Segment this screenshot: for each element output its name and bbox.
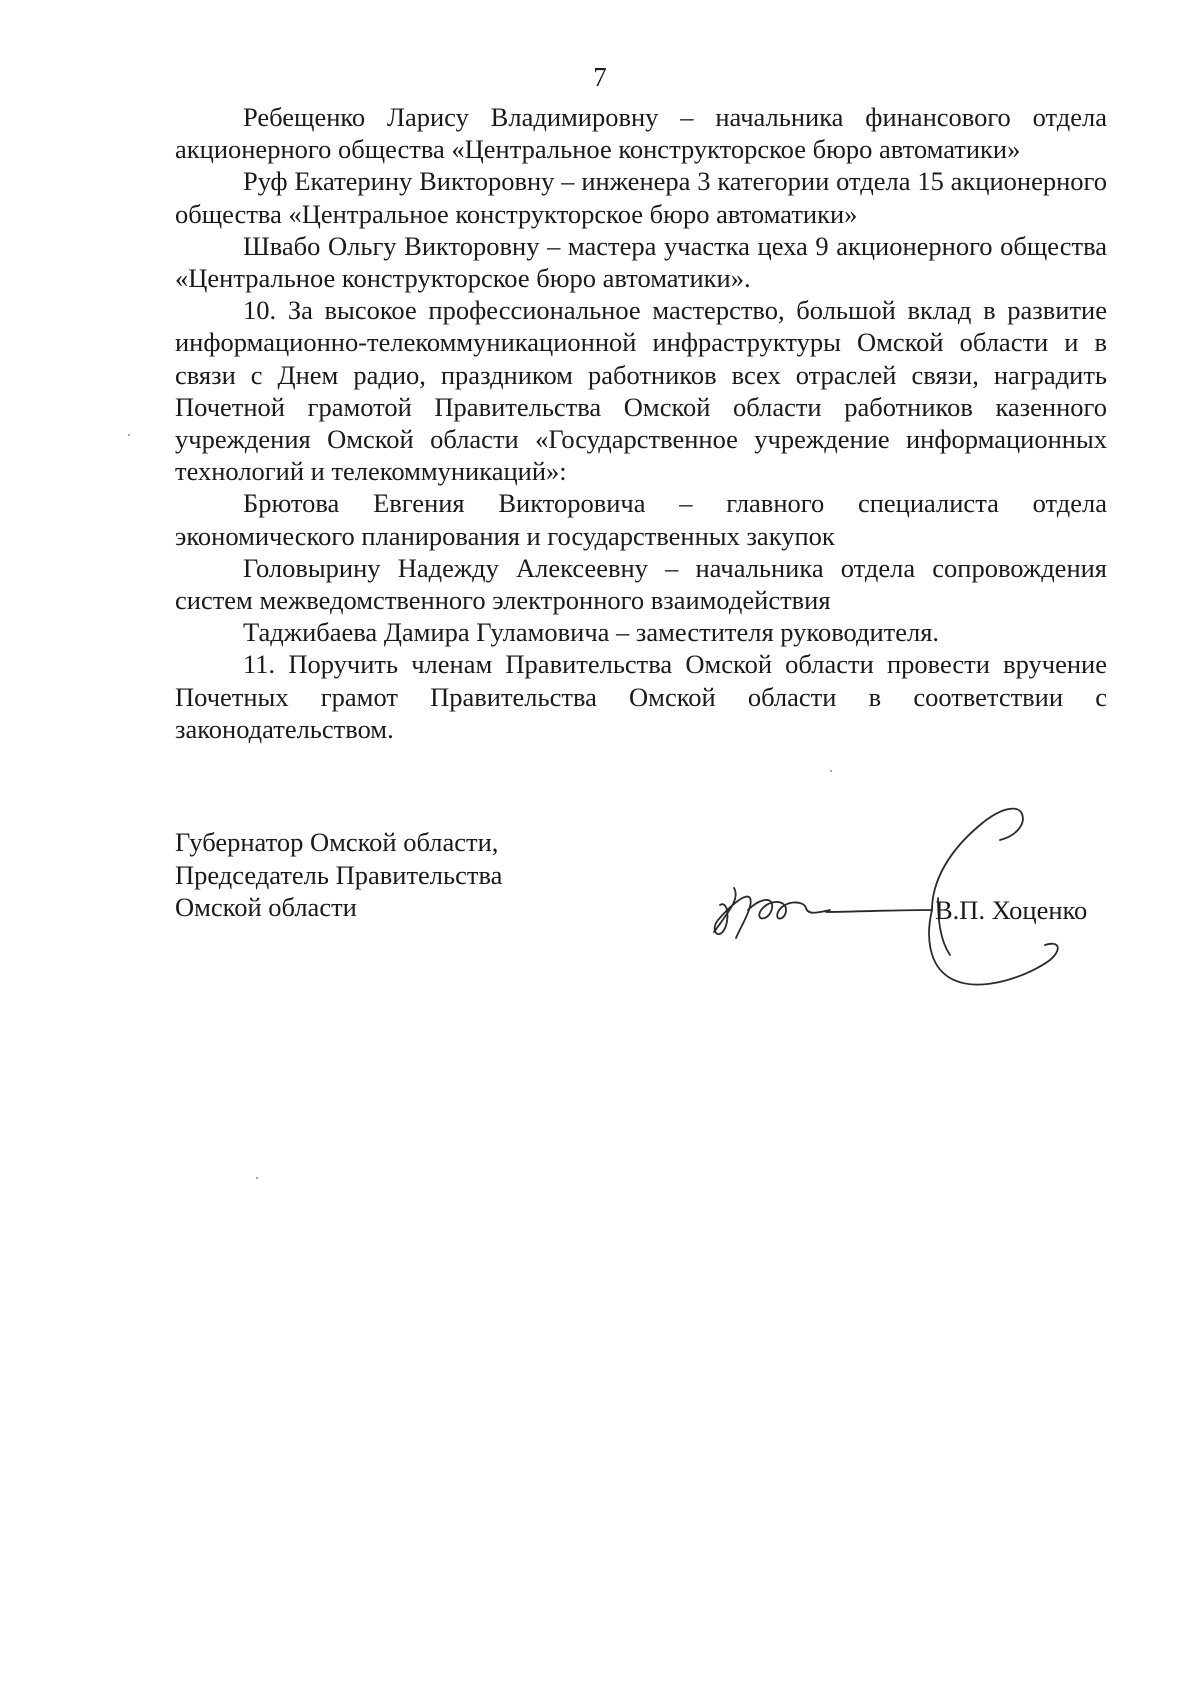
page-number: 7: [593, 62, 607, 92]
paragraph-award-shvabo: Швабо Ольгу Викторовну – мастера участка цеха 9 акционерного общества «Центральное конструкторское бюро автоматики».: [175, 230, 1107, 294]
signatory-title-line-2: Председатель Правительства: [175, 859, 503, 890]
scan-speck: [830, 770, 832, 772]
paragraph-award-rebeshchenko: Ребещенко Ларису Владимировну – начальника финансового отдела акционерного общества «Центральное конструкторское бюро автоматики»: [175, 102, 1107, 165]
paragraph-item-11: 11. Поручить членам Правительства Омской области провести вручение Почетных грамот Правительства Омской области в соответствии с законодательством.: [175, 649, 1107, 744]
signer-name: В.П. Хоценко: [935, 895, 1088, 925]
scan-speck: [256, 1177, 258, 1179]
paragraph-award-bryutov: Брютова Евгения Викторовича – главного специалиста отдела экономического планирования и государственных закупок: [175, 488, 1107, 551]
paragraph-award-tadzhibaev: Таджибаева Дамира Гуламовича – заместителя руководителя.: [243, 617, 940, 648]
paragraph-item-10: 10. За высокое профессиональное мастерство, большой вклад в развитие информационно-телекоммуникационной инфраструктуры Омской области и в связи с Днем радио, праздником работников всех отраслей связи, наградить Почетной грамотой Правительства Омской области работников казенного учреждения Омской области «Государственное учреждение информационных технологий и телекоммуникаций»:: [175, 295, 1107, 487]
signature-block: [175, 826, 575, 924]
signatory-title-line-3: Омской области: [175, 892, 357, 922]
paragraph-award-golovyrina: Головырину Надежду Алексеевну – начальника отдела сопровождения систем межведомственного электронного взаимодействия: [175, 552, 1107, 616]
document-body: [175, 101, 1107, 745]
signatory-title-line-1: Губернатор Омской области,: [175, 827, 499, 857]
scan-speck: [128, 434, 130, 436]
paragraph-award-ruf: Руф Екатерину Викторовну – инженера 3 категории отдела 15 акционерного общества «Центральное конструкторское бюро автоматики»: [175, 166, 1107, 229]
